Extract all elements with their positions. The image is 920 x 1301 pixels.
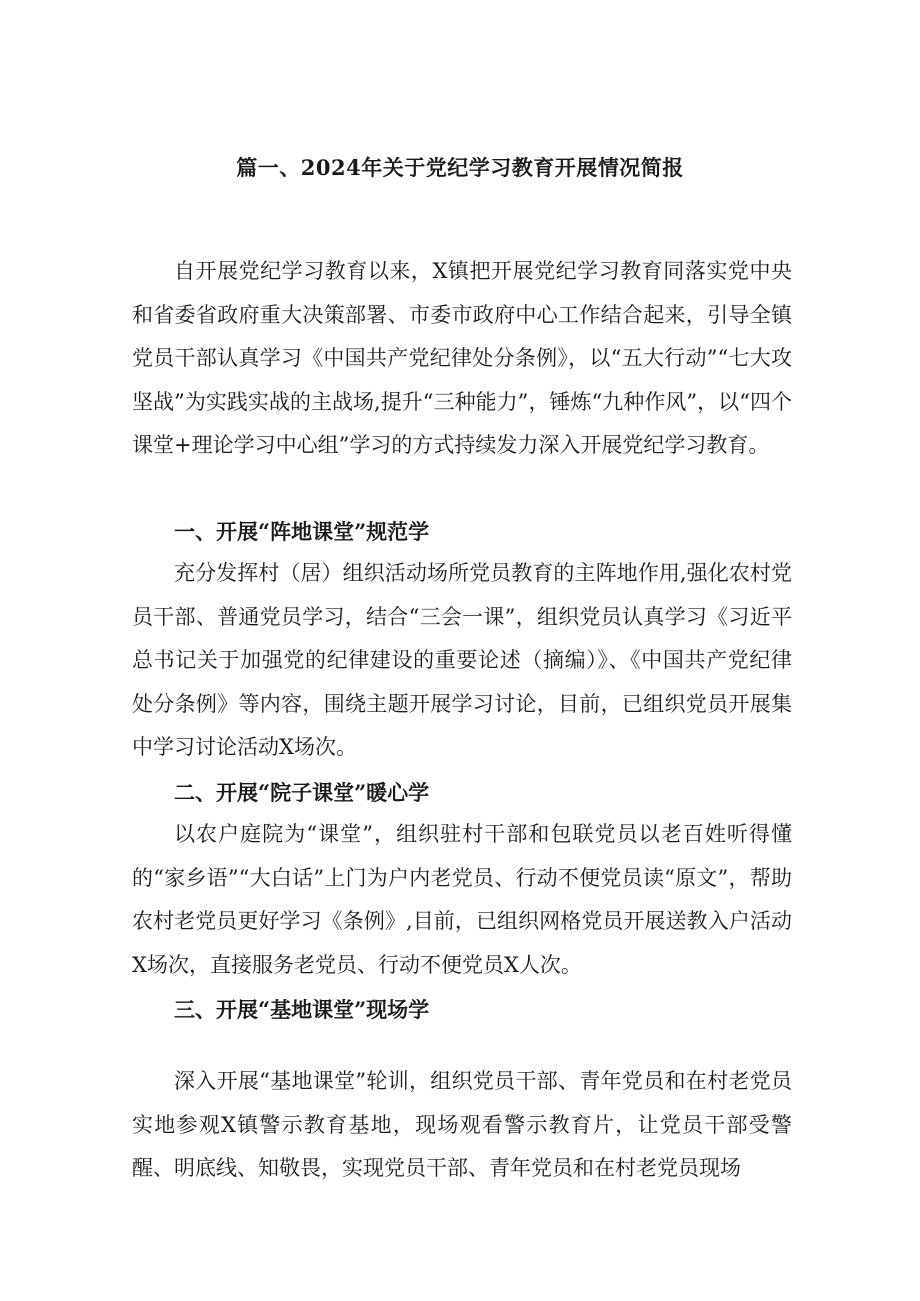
section-1: [132, 510, 792, 554]
section-2-content: [132, 813, 792, 987]
section-2-paragraph: 以农户庭院为“课堂”，组织驻村干部和包联党员以老百姓听得懂的“家乡语”“大白话”上门为户内老党员、行动不便党员读“原文”，帮助农村老党员更好学习《条例》,目前，已组织网格党员开展送教入户活动X场次，直接服务老党员、行动不便党员X人次。: [132, 822, 792, 977]
section-1-heading: 一、开展“阵地课堂”规范学: [174, 519, 430, 544]
intro-section: [132, 250, 792, 468]
document-title: 篇一、2024年关于党纪学习教育开展情况简报: [236, 155, 684, 180]
section-2: [132, 771, 792, 815]
section-3-content: [132, 1060, 792, 1191]
section-1-content: [132, 552, 792, 770]
intro-paragraph: 自开展党纪学习教育以来，X镇把开展党纪学习教育同落实党中央和省委省政府重大决策部署、市委市政府中心工作结合起来，引导全镇党员干部认真学习《中国共产党纪律处分条例》，以“五大行动”“七大攻坚战”为实践实战的主战场,提升“三种能力”，锤炼“九种作风”，以“四个课堂+理论学习中心组”学习的方式持续发力深入开展党纪学习教育。: [132, 259, 792, 457]
section-1-paragraph: 充分发挥村（居）组织活动场所党员教育的主阵地作用,强化农村党员干部、普通党员学习，结合“三会一课”，组织党员认真学习《习近平总书记关于加强党的纪律建设的重要论述（摘编）》、《中国共产党纪律处分条例》等内容，围绕主题开展学习讨论，目前，已组织党员开展集中学习讨论活动X场次。: [132, 561, 792, 759]
section-2-heading: 二、开展“院子课堂”暖心学: [174, 780, 430, 805]
section-3-paragraph: 深入开展“基地课堂”轮训，组织党员干部、青年党员和在村老党员实地参观X镇警示教育基地，现场观看警示教育片，让党员干部受警醒、明底线、知敬畏，实现党员干部、青年党员和在村老党员现场: [132, 1069, 792, 1180]
section-3-heading: 三、开展“基地课堂”现场学: [174, 997, 430, 1022]
section-3: [132, 988, 792, 1032]
